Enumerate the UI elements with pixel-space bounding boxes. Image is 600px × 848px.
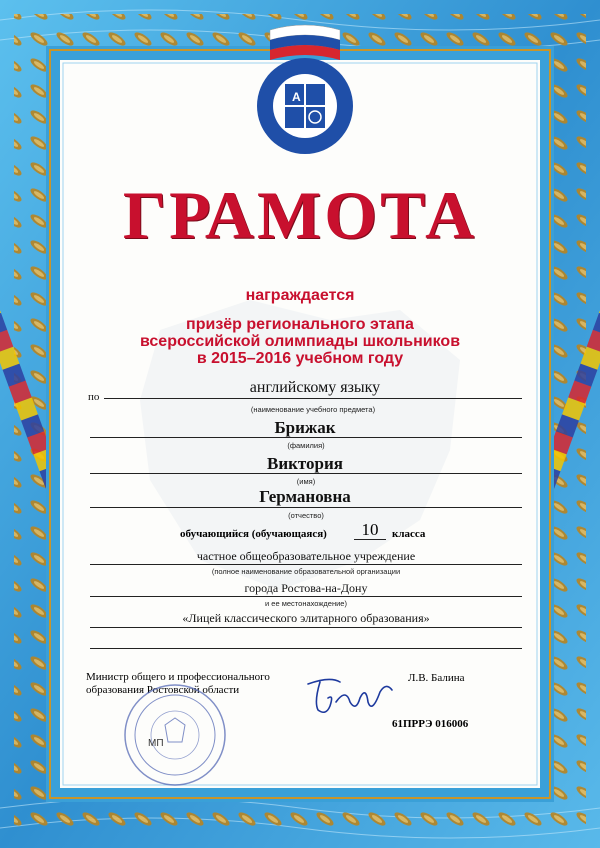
org-name-line <box>90 627 522 628</box>
awarded-label: награждается <box>245 287 355 304</box>
surname-line <box>90 437 522 438</box>
prize-line-2: всероссийской олимпиады школьников <box>139 333 461 350</box>
prize-line-1: призёр регионального этапа <box>186 316 414 333</box>
olympiad-emblem <box>240 18 370 158</box>
organization-value: частное общеобразовательное учреждение <box>196 549 416 563</box>
page-title: ГРАМОТА <box>122 177 478 253</box>
subject-line <box>104 398 522 399</box>
patronymic-value: Германовна <box>259 487 351 506</box>
surname-caption: (фамилия) <box>287 441 325 450</box>
org-name-value: «Лицей классического элитарного образования» <box>182 611 430 625</box>
stamp-label: МП <box>148 738 164 749</box>
city-caption: и ее местонахождение) <box>265 599 347 608</box>
organization-caption: (полное наименование образовательной организации <box>211 567 401 576</box>
ministry-line-2: образования Ростовской области <box>86 684 240 696</box>
city-line <box>90 596 522 597</box>
student-label: обучающийся (обучающаяся) <box>180 528 327 540</box>
grade-value: 10 <box>361 520 379 539</box>
handwritten-signature <box>300 672 400 720</box>
svg-text:A: A <box>292 90 301 104</box>
subject-value: английскому языку <box>249 379 381 396</box>
blank-line <box>90 648 522 649</box>
signatory-name: Л.В. Балина <box>408 672 465 684</box>
name-value: Виктория <box>266 454 343 473</box>
organization-line <box>90 564 522 565</box>
grade-line <box>354 539 386 540</box>
patronymic-caption: (отчество) <box>288 511 324 520</box>
serial-number: 61ПРРЭ 016006 <box>392 718 469 730</box>
city-value: города Ростова-на-Дону <box>244 581 368 595</box>
prefix-po: по <box>88 391 100 403</box>
ministry-line-1: Министр общего и профессионального <box>86 671 270 683</box>
official-stamp <box>120 680 230 790</box>
prize-line-3: в 2015–2016 учебном году <box>196 350 404 367</box>
flag-icon <box>270 25 340 60</box>
surname-value: Брижак <box>274 418 336 437</box>
name-caption: (имя) <box>296 477 316 486</box>
patronymic-line <box>90 507 522 508</box>
grade-suffix: класса <box>392 528 426 540</box>
name-line <box>90 473 522 474</box>
subject-caption: (наименование учебного предмета) <box>250 405 376 414</box>
